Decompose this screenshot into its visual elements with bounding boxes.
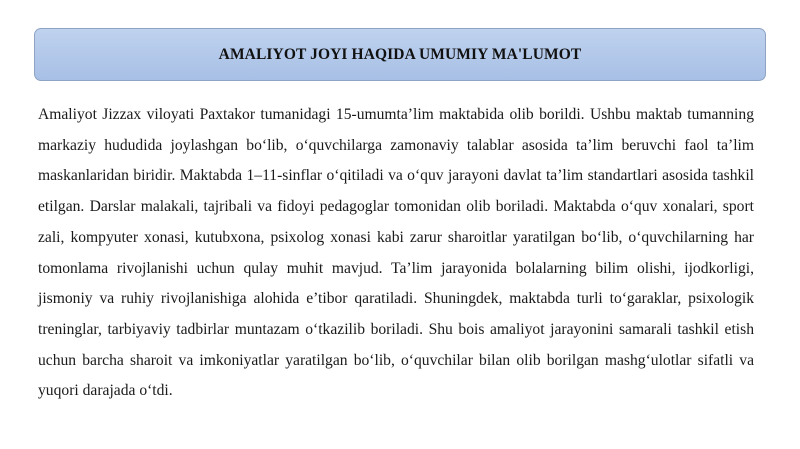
page-title: AMALIYOT JOYI HAQIDA UMUMIY MA'LUMOT bbox=[218, 45, 582, 63]
title-banner bbox=[34, 28, 766, 81]
body-paragraph: Amaliyot Jizzax viloyati Paxtakor tumanidagi 15-umumta’lim maktabida olib borildi. Ushbu maktab tumanning markaziy hududida joylashgan bo‘lib, o‘quvchilarga zamonaviy talablar asosida ta’lim beruvchi faol ta’lim maskanlaridan biridir. Maktabda 1–11-sinflar o‘qitiladi va o‘quv jarayoni davlat ta’lim standartlari asosida tashkil etilgan. Darslar malakali, tajribali va fidoyi pedagoglar tomonidan olib boriladi. Maktabda o‘quv xonalari, sport zali, kompyuter xonasi, kutubxona, psixolog xonasi kabi zarur sharoitlar yaratilgan bo‘lib, o‘quvchilarning har tomonlama rivojlanishi uchun qulay muhit mavjud. Ta’lim jarayonida bolalarning bilim olishi, ijodkorligi, jismoniy va ruhiy rivojlanishiga alohida e’tibor qaratiladi. Shuningdek, maktabda turli to‘garaklar, psixologik treninglar, tarbiyaviy tadbirlar muntazam o‘tkazilib boriladi. Shu bois amaliyot jarayonini samarali tashkil etish uchun barcha sharoit va imkoniyatlar yaratilgan bo‘lib, o‘quvchilar bilan olib borilgan mashg‘ulotlar sifatli va yuqori darajada o‘tdi. bbox=[38, 106, 754, 400]
